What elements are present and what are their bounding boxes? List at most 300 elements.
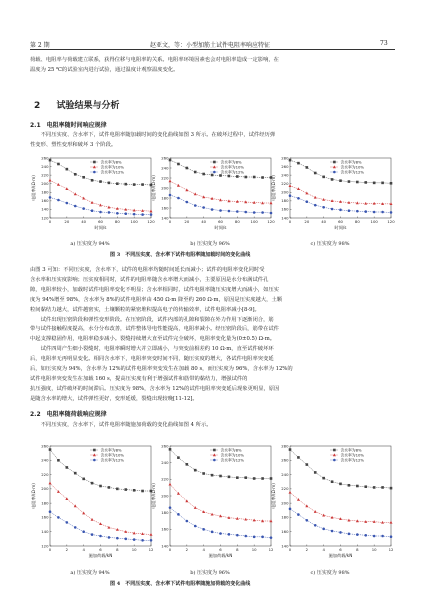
- y-tick-label: 180: [161, 195, 169, 201]
- x-tick-label: 10: [131, 547, 137, 552]
- data-point: [306, 200, 309, 203]
- y-tick-label: 220: [41, 172, 49, 178]
- data-point: [141, 490, 144, 493]
- y-tick-label: 220: [161, 476, 169, 482]
- data-point: [244, 476, 247, 479]
- journal-issue: 第 2 期: [30, 42, 50, 49]
- text-line: 荷载、电阻率与荷载建立联系，获得位移与电阻率的关系。电阻率环境因素也会对电阻率造成一定影响，在: [30, 57, 279, 63]
- y-tick-label: 200: [41, 486, 49, 492]
- chart-fig3-a: [30, 152, 155, 232]
- y-tick-label: 140: [161, 543, 169, 549]
- data-point: [364, 210, 367, 213]
- y-tick-label: 180: [41, 189, 49, 195]
- data-point: [108, 486, 111, 489]
- data-point: [194, 469, 197, 472]
- chart-fig4-b: [150, 440, 275, 560]
- data-point: [253, 211, 256, 214]
- data-point: [322, 477, 325, 480]
- data-point: [133, 209, 136, 212]
- data-point: [228, 210, 231, 213]
- y-tick-label: 140: [41, 206, 49, 212]
- y-tick-label: 180: [161, 509, 169, 515]
- data-point: [141, 532, 144, 535]
- y-axis-label: 电阻率/(Ω·m): [151, 483, 156, 509]
- data-point: [314, 172, 317, 175]
- chart-fig3-b: [150, 152, 275, 232]
- data-point: [66, 521, 69, 524]
- x-tick-label: 4: [202, 547, 205, 552]
- data-point: [194, 204, 197, 207]
- data-point: [390, 521, 393, 524]
- data-point: [228, 533, 231, 536]
- fig4-a-caption: a) 压实度为 94%: [70, 570, 110, 576]
- data-point: [99, 211, 102, 214]
- x-tick-label: 2: [305, 547, 309, 552]
- data-point: [331, 208, 334, 211]
- data-point: [66, 466, 69, 469]
- x-axis-label: 施加荷载/kN: [208, 553, 233, 558]
- data-point: [169, 448, 172, 451]
- text-line: 度为 94%增至 98%，含水率为 8%的试件电阻率由 450 Ω·m 降至约 260 Ω·m，原因是压实度越大，土颗: [30, 296, 283, 303]
- y-tick-label: 160: [161, 526, 169, 532]
- data-point: [331, 480, 334, 483]
- data-point: [381, 521, 384, 524]
- y-tick-label: 180: [281, 514, 289, 520]
- data-point: [82, 176, 85, 179]
- intro-paragraph: [30, 56, 396, 76]
- data-point: [261, 536, 264, 539]
- y-tick-label: 180: [281, 198, 289, 204]
- x-tick-label: 60: [218, 219, 223, 224]
- data-point: [331, 178, 334, 181]
- data-point: [124, 183, 127, 186]
- y-tick-label: 260: [161, 155, 169, 161]
- legend-label: 含水率为12%: [220, 457, 245, 463]
- text-line: 不同压实度，含水率下，试件电阻率随施加荷载的变化曲线如图 4 所示。: [30, 422, 212, 428]
- data-point: [390, 535, 393, 538]
- data-point: [314, 524, 317, 527]
- data-point: [116, 528, 119, 531]
- data-point: [356, 485, 359, 488]
- x-tick-label: 0: [168, 547, 172, 552]
- legend-label: 含水率为12%: [340, 169, 365, 175]
- x-axis-label: 时间/s: [334, 225, 347, 230]
- data-point: [133, 538, 136, 541]
- x-tick-label: 80: [234, 219, 240, 224]
- data-point: [57, 199, 60, 202]
- x-tick-label: 6: [339, 547, 342, 552]
- text-line: 试件四周产生细小裂缝时，电阻率瞬时增大并立即减小，与突变前相差约 10 Ω·m，直至试件破坏环: [30, 346, 274, 353]
- data-point: [305, 192, 308, 195]
- y-tick-label: 200: [161, 185, 169, 191]
- data-point: [99, 535, 102, 538]
- data-point: [74, 192, 77, 195]
- data-point: [202, 472, 205, 475]
- legend-label: 含水率为8%: [100, 159, 122, 165]
- fig4-c-caption: c) 压实度为 98%: [310, 570, 350, 576]
- data-point: [177, 513, 180, 516]
- data-point: [373, 486, 376, 489]
- subsection-1-paragraph: [30, 131, 396, 151]
- data-point: [289, 184, 292, 187]
- data-point: [356, 201, 359, 204]
- data-point: [228, 175, 231, 178]
- legend-label: 含水率为12%: [340, 457, 365, 463]
- data-point: [331, 530, 334, 533]
- data-point: [219, 198, 222, 201]
- text-line: 试件电阻率突变发生在加载 160 s，提高压实度有利于增强试件和筋带的黏结力，增强试件的: [30, 375, 248, 382]
- y-axis-label: 电阻率/(Ω·m): [271, 175, 276, 201]
- data-point: [211, 208, 214, 211]
- data-point: [74, 173, 77, 176]
- y-tick-label: 220: [41, 471, 49, 477]
- data-point: [390, 211, 393, 214]
- data-point: [82, 207, 85, 210]
- legend-label: 含水率为8%: [100, 447, 122, 453]
- data-point: [57, 459, 60, 462]
- y-tick-label: 240: [161, 459, 169, 465]
- x-tick-label: 12: [268, 547, 274, 552]
- data-point: [314, 510, 317, 513]
- y-tick-label: 140: [161, 215, 169, 221]
- data-point: [169, 159, 172, 162]
- x-tick-label: 120: [147, 219, 155, 224]
- data-point: [57, 163, 60, 166]
- y-tick-label: 180: [41, 500, 49, 506]
- data-point: [244, 211, 247, 214]
- legend-label: 含水率为10%: [340, 452, 365, 458]
- data-point: [116, 537, 119, 540]
- data-point: [66, 202, 69, 205]
- data-point: [202, 173, 205, 176]
- data-point: [49, 482, 52, 485]
- data-point: [236, 534, 239, 537]
- x-tick-label: 8: [356, 547, 359, 552]
- data-point: [211, 174, 214, 177]
- data-point: [244, 176, 247, 179]
- y-tick-label: 160: [281, 529, 289, 535]
- y-tick-label: 240: [41, 457, 49, 463]
- data-point: [227, 199, 230, 202]
- legend-label: 含水率为8%: [340, 159, 362, 165]
- data-point: [82, 512, 85, 515]
- chart-fig3-c: [270, 152, 395, 232]
- data-point: [219, 209, 222, 212]
- data-point: [289, 159, 292, 162]
- text-line: 试件出现压密阶段和弹性变形阶段。在压密阶段，试件内部的孔隙和裂隙在外力作用下逐渐闭合，筋: [30, 316, 274, 323]
- data-point: [289, 448, 292, 451]
- data-point: [99, 204, 102, 207]
- y-tick-label: 240: [161, 165, 169, 171]
- data-point: [65, 497, 68, 500]
- data-point: [390, 182, 393, 185]
- y-tick-label: 240: [281, 471, 289, 477]
- data-point: [297, 162, 300, 165]
- data-point: [253, 536, 256, 539]
- data-point: [297, 498, 300, 501]
- data-point: [177, 197, 180, 200]
- data-point: [211, 531, 214, 534]
- data-point: [74, 472, 77, 475]
- data-point: [177, 184, 180, 187]
- y-tick-label: 140: [281, 215, 289, 221]
- data-point: [133, 183, 136, 186]
- legend-label: 含水率为8%: [220, 159, 242, 165]
- x-tick-label: 100: [130, 219, 138, 224]
- x-tick-label: 40: [81, 219, 87, 224]
- data-point: [194, 506, 197, 509]
- legend-label: 含水率为10%: [340, 164, 365, 170]
- y-tick-label: 200: [161, 493, 169, 499]
- data-point: [333, 459, 336, 462]
- data-point: [364, 485, 367, 488]
- legend-label: 含水率为10%: [100, 452, 125, 458]
- y-tick-label: 140: [41, 529, 49, 535]
- data-point: [305, 504, 308, 507]
- text-line: 温度为 25 ℃的试验室内进行试验，通过温度计观察温度变化。: [30, 66, 179, 73]
- data-point: [356, 533, 359, 536]
- x-tick-label: 8: [236, 547, 239, 552]
- section-title: 试验结果与分析: [56, 101, 120, 111]
- x-tick-label: 60: [98, 219, 103, 224]
- text-line: 中起支撑稳固作用，电阻率稳步减小。裂缝持续增大直至试件完全破坏，电阻率变化量为(0±0.5) Ω·m。: [30, 336, 276, 343]
- y-tick-label: 120: [41, 543, 49, 549]
- y-tick-label: 160: [161, 205, 169, 211]
- data-point: [219, 532, 222, 535]
- fig4-b-caption: b) 压实度为 96%: [190, 570, 230, 576]
- chart-fig4-a: [30, 440, 155, 560]
- data-point: [253, 477, 256, 480]
- data-point: [289, 508, 292, 511]
- data-point: [99, 522, 102, 525]
- data-point: [133, 213, 136, 216]
- data-point: [219, 174, 222, 177]
- data-point: [333, 161, 336, 164]
- data-point: [82, 478, 85, 481]
- data-point: [186, 463, 189, 466]
- text-line: 含水率和压实度影响；压实度相同时，试件的电阻率随含水率增大而减小，主要原因是水分布满试件孔: [30, 276, 269, 283]
- data-point: [356, 210, 359, 213]
- data-point: [381, 535, 384, 538]
- data-point: [322, 198, 325, 201]
- data-point: [194, 171, 197, 174]
- data-point: [289, 491, 292, 494]
- y-tick-label: 200: [281, 500, 289, 506]
- x-axis-label: 时间/s: [214, 225, 227, 230]
- x-tick-label: 20: [184, 219, 190, 224]
- data-point: [194, 525, 197, 528]
- text-line: 不同压实度、含水率下，试件电阻率随加载时间的变化曲线如图 3 所示。在破坏过程中，试件经历弹: [30, 132, 276, 138]
- data-point: [93, 459, 96, 462]
- text-line: 粒间黏结力越大，试件越密实，土壤颗粒的紧密堆积提高电子的传输效率，试件电阻率减小[8-9]。: [30, 306, 260, 313]
- text-line: 是随含水率的增大，试件弹性更好，变形延缓，裂缝出现较晚[11-12]。: [30, 395, 198, 402]
- data-point: [236, 210, 239, 213]
- data-point: [141, 209, 144, 212]
- data-point: [49, 196, 52, 199]
- data-point: [108, 211, 111, 214]
- data-point: [202, 510, 205, 513]
- results-paragraph: [30, 266, 396, 405]
- data-point: [74, 526, 77, 529]
- data-point: [381, 211, 384, 214]
- data-point: [348, 180, 351, 183]
- data-point: [213, 161, 216, 164]
- x-tick-label: 20: [304, 219, 310, 224]
- data-point: [91, 179, 94, 182]
- data-point: [314, 196, 317, 199]
- x-tick-label: 0: [48, 219, 52, 224]
- data-point: [91, 201, 94, 204]
- data-point: [91, 209, 94, 212]
- fig4-caption: 图 4 不同压实度、含水率下试件电阻率随施加荷载的变化曲线: [110, 581, 251, 587]
- fig3-b-caption: b) 压实度为 96%: [190, 241, 230, 247]
- data-point: [169, 483, 172, 486]
- x-tick-label: 100: [370, 219, 378, 224]
- data-point: [124, 212, 127, 215]
- section-heading: [34, 98, 120, 111]
- y-tick-label: 260: [41, 155, 49, 161]
- x-tick-label: 12: [388, 547, 394, 552]
- subsection-heading-2-2: 2.2 电阻率随荷载响应规律: [30, 411, 107, 418]
- data-point: [49, 510, 52, 513]
- series-line: [50, 180, 151, 211]
- y-tick-label: 240: [41, 163, 49, 169]
- data-point: [65, 187, 68, 190]
- data-point: [82, 197, 85, 200]
- data-point: [213, 449, 216, 452]
- data-point: [66, 168, 69, 171]
- text-line: 隙，电阻率较小，加载时试件电阻率变化不明显；含水率相同时，试件电阻率随压实度增大而减小，如压实: [30, 286, 279, 293]
- data-point: [99, 485, 102, 488]
- subsection-2-paragraph: [30, 421, 396, 431]
- data-point: [124, 488, 127, 491]
- x-tick-label: 2: [185, 547, 189, 552]
- x-tick-label: 20: [64, 219, 70, 224]
- legend-label: 含水率为12%: [100, 169, 125, 175]
- data-point: [236, 175, 239, 178]
- data-point: [177, 163, 180, 166]
- x-axis-label: 施加荷载/kN: [328, 553, 353, 558]
- running-title: 赵亚文，等：小型加筋土试件电阻率响应特征: [150, 42, 271, 49]
- series-line: [50, 483, 151, 534]
- chart-fig4-c: [270, 440, 395, 560]
- data-point: [314, 204, 317, 207]
- subsection-heading-2-1: 2.1 电阻率随时间响应规律: [30, 122, 107, 129]
- text-line: 抗压强度，试件破坏的时间滞后。压实度为 98%，含水率为 12%的试件电阻率突变延后现象更明显，原因: [30, 385, 280, 392]
- data-point: [364, 202, 367, 205]
- legend-label: 含水率为10%: [220, 164, 245, 170]
- data-point: [339, 531, 342, 534]
- x-tick-label: 4: [82, 547, 85, 552]
- y-tick-label: 220: [161, 175, 169, 181]
- data-point: [213, 459, 216, 462]
- data-point: [289, 194, 292, 197]
- text-line: 后，如压实度为 94%，含水率为 12%的试件电阻率突变发生在加载 80 s，而压实度为 96%，含水率为 12%的: [30, 366, 293, 373]
- text-line: 带与试件接触程度提高，水分分布改善，试件整体导电性能提高，电阻率减小。经压密阶段后，筋带在试件: [30, 326, 279, 333]
- data-point: [116, 488, 119, 491]
- data-point: [185, 188, 188, 191]
- x-tick-label: 120: [387, 219, 395, 224]
- y-tick-label: 200: [41, 181, 49, 187]
- y-tick-label: 260: [281, 457, 289, 463]
- x-tick-label: 80: [354, 219, 360, 224]
- x-axis-label: 时间/s: [94, 225, 107, 230]
- data-point: [169, 179, 172, 182]
- x-tick-label: 8: [116, 547, 119, 552]
- fig3-c-caption: c) 压实度为 98%: [310, 241, 350, 247]
- y-tick-label: 120: [41, 215, 49, 221]
- x-tick-label: 0: [288, 547, 292, 552]
- x-tick-label: 100: [250, 219, 258, 224]
- y-tick-label: 240: [281, 172, 289, 178]
- x-tick-label: 80: [114, 219, 120, 224]
- x-tick-label: 4: [322, 547, 325, 552]
- y-tick-label: 220: [281, 486, 289, 492]
- data-point: [253, 176, 256, 179]
- data-point: [49, 179, 52, 182]
- data-point: [169, 506, 172, 509]
- y-tick-label: 280: [281, 155, 289, 161]
- data-point: [347, 519, 350, 522]
- data-point: [93, 449, 96, 452]
- x-tick-label: 12: [148, 547, 154, 552]
- data-point: [322, 206, 325, 209]
- data-point: [244, 518, 247, 521]
- data-point: [306, 519, 309, 522]
- y-tick-label: 260: [281, 163, 289, 169]
- data-point: [194, 192, 197, 195]
- data-point: [99, 180, 102, 183]
- y-tick-label: 140: [281, 543, 289, 549]
- data-point: [297, 187, 300, 190]
- data-point: [322, 528, 325, 531]
- data-point: [339, 209, 342, 212]
- data-point: [93, 161, 96, 164]
- data-point: [333, 449, 336, 452]
- text-line: 性变形、塑性变形和破坏 3 个阶段。: [30, 141, 117, 148]
- data-point: [381, 182, 384, 185]
- data-point: [306, 463, 309, 466]
- y-axis-label: 电阻率/(Ω·m): [151, 175, 156, 201]
- data-point: [213, 171, 216, 174]
- y-tick-label: 160: [41, 198, 49, 204]
- x-tick-label: 40: [321, 219, 327, 224]
- data-point: [381, 486, 384, 489]
- section-number: 2: [34, 101, 41, 111]
- text-line: 由图 3 可知：不同压实度，含水率下，试件的电阻率均随时间延长而减小；试件的电阻率变化同时受: [30, 267, 265, 273]
- data-point: [57, 516, 60, 519]
- fig3-caption: 图 3 不同压实度、含水率下试件电阻率随加载时间的变化曲线: [110, 252, 251, 258]
- data-point: [297, 513, 300, 516]
- data-point: [322, 514, 325, 517]
- x-tick-label: 6: [219, 547, 222, 552]
- data-point: [141, 183, 144, 186]
- data-point: [373, 535, 376, 538]
- data-point: [373, 182, 376, 185]
- data-point: [57, 183, 60, 186]
- data-point: [107, 526, 110, 529]
- data-point: [93, 171, 96, 174]
- data-point: [49, 448, 52, 451]
- data-point: [348, 484, 351, 487]
- data-point: [91, 533, 94, 536]
- y-tick-label: 260: [41, 443, 49, 449]
- x-axis-label: 施加荷载/kN: [88, 553, 113, 558]
- data-point: [314, 471, 317, 474]
- data-point: [339, 179, 342, 182]
- data-point: [74, 205, 77, 208]
- legend-label: 含水率为8%: [220, 447, 242, 453]
